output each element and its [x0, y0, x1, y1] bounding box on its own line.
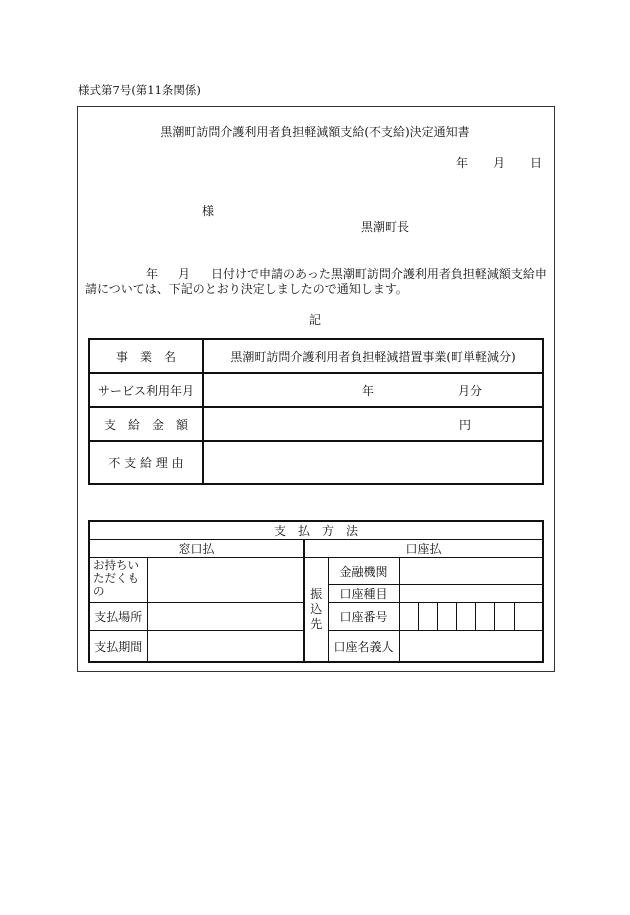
- account-holder-label: 口座名義人: [328, 631, 399, 663]
- reason-label: 不 支 給 理 由: [89, 441, 203, 484]
- service-value[interactable]: [203, 373, 543, 407]
- account-digit[interactable]: [437, 603, 456, 631]
- table-row: [89, 558, 543, 585]
- account-payment-title: 口座払: [304, 540, 543, 558]
- reason-value[interactable]: [203, 441, 543, 484]
- pay-place-label: 支払場所: [89, 603, 147, 631]
- date-month: 月: [493, 156, 506, 170]
- pay-period-value[interactable]: [147, 631, 304, 663]
- form-number: 様式第7号(第11条関係): [78, 83, 201, 97]
- bank-label: 金融機関: [328, 558, 399, 585]
- jigyo-value: 黒潮町訪問介護利用者負担軽減措置事業(町単軽減分): [203, 339, 543, 373]
- account-digit[interactable]: [457, 603, 476, 631]
- account-digit[interactable]: [418, 603, 437, 631]
- account-type-value[interactable]: [399, 585, 543, 603]
- amount-unit: 円: [459, 418, 472, 432]
- ki-label: 記: [308, 313, 321, 327]
- account-number-label: 口座番号: [328, 603, 399, 631]
- window-payment-title: 窓口払: [89, 540, 304, 558]
- payment-table: [88, 520, 544, 663]
- account-holder-value[interactable]: [399, 631, 543, 663]
- account-digit[interactable]: [495, 603, 514, 631]
- body-year: 年: [146, 267, 159, 281]
- body-line1: 日付けで申請のあった黒潮町訪問介護利用者負担軽減額支給申: [211, 267, 547, 281]
- table-row: [89, 441, 543, 484]
- account-digit[interactable]: [399, 603, 418, 631]
- payment-method-title: 支 払 方 法: [89, 521, 543, 540]
- furikomi-label: 振 込 先: [304, 558, 328, 663]
- body-line2: 請については、下記のとおり決定しましたので通知します。: [85, 282, 408, 296]
- jigyo-label: 事 業 名: [89, 339, 203, 373]
- document-title: 黒潮町訪問介護利用者負担軽減額支給(不支給)決定通知書: [160, 125, 470, 139]
- pay-place-value[interactable]: [147, 603, 304, 631]
- service-label: サービス利用年月: [89, 373, 203, 407]
- table-row: [89, 339, 543, 373]
- recipient-suffix: 様: [202, 204, 215, 218]
- date-day: 日: [530, 156, 543, 170]
- pay-period-label: 支払期間: [89, 631, 147, 663]
- bank-value[interactable]: [399, 558, 543, 585]
- service-month: 月分: [458, 384, 483, 398]
- issuer: 黒潮町長: [361, 220, 410, 234]
- account-type-label: 口座種目: [328, 585, 399, 603]
- details-table: [88, 338, 544, 485]
- account-digit[interactable]: [514, 603, 543, 631]
- table-row: [89, 521, 543, 540]
- table-row: [89, 407, 543, 441]
- bring-items-label: お持ちいただくもの: [89, 558, 147, 603]
- amount-label: 支 給 金 額: [89, 407, 203, 441]
- table-row: [89, 540, 543, 558]
- amount-value[interactable]: [203, 407, 543, 441]
- body-month: 月: [178, 267, 191, 281]
- account-digit[interactable]: [476, 603, 495, 631]
- service-year: 年: [362, 384, 375, 398]
- bring-items-value[interactable]: [147, 558, 304, 603]
- date-year: 年: [456, 156, 469, 170]
- table-row: [89, 373, 543, 407]
